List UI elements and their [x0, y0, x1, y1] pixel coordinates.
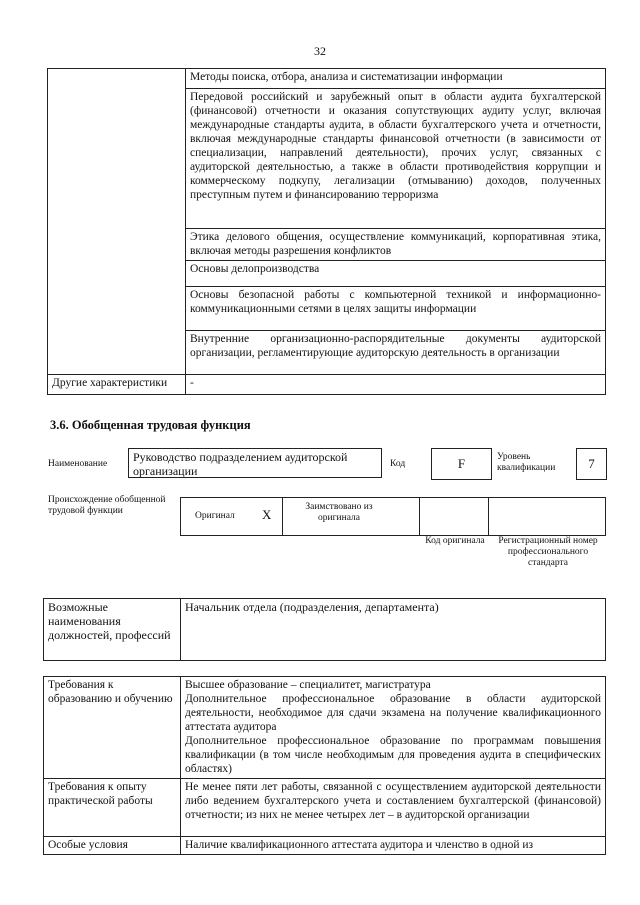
level-value-box: 7	[576, 448, 607, 480]
reg-number-caption: Регистрационный номер профессионального стандарта	[498, 536, 598, 568]
borrowed-label: Заимствовано из оригинала	[305, 502, 373, 523]
jobs-label: Возможные наименования должностей, профессий	[44, 599, 181, 661]
knowledge-item: Передовой российский и зарубежный опыт в области аудита бухгалтерской (финансовой) отчетности и оказания сопутствующих аудиту услуг, включая международные стандарты аудита, в области бухгалтерского учета и отчетности, включая международные стандарты финансовой отчетности (в зависимости от специализации, направлений деятельности), прочих услуг, связанных с аудиторской деятельностью, а также в области противодействия коррупции и коммерческому подкупу, легализации (отмыванию) доходов, полученных преступным путем и финансированию терроризма	[186, 89, 606, 229]
original-mark: X	[262, 507, 272, 522]
knowledge-item: Основы безопасной работы с компьютерной техникой и информационно-коммуникационными сетями в целях защиты информации	[186, 287, 606, 331]
level-label: Уровень квалификации	[497, 452, 556, 473]
other-characteristics-value: -	[186, 375, 606, 395]
education-line: Высшее образование – специалитет, магистратура	[185, 679, 431, 691]
knowledge-item: Методы поиска, отбора, анализа и систематизации информации	[186, 69, 606, 89]
knowledge-item: Внутренние организационно-распорядительные документы аудиторской организации, регламентирующие аудиторскую деятельность в организации	[186, 331, 606, 375]
code-label: Код	[390, 459, 406, 469]
origin-code-caption: Код оригинала	[425, 536, 485, 546]
experience-value: Не менее пяти лет работы, связанной с осуществлением аудиторской деятельности либо ведением бухгалтерского учета и составлением бухгалтерской (финансовой) отчетности; из них не менее четырех лет – в аудиторской организации	[181, 779, 606, 837]
original-label: Оригинал	[195, 511, 235, 521]
section-title: 3.6. Обобщенная трудовая функция	[50, 418, 251, 432]
knowledge-label-cell	[48, 69, 186, 375]
other-characteristics-label: Другие характеристики	[48, 375, 186, 395]
education-label: Требования к образованию и обучению	[44, 677, 181, 779]
jobs-table	[43, 598, 606, 661]
code-value-box: F	[431, 448, 492, 480]
knowledge-item: Основы делопроизводства	[186, 261, 606, 287]
education-line: Дополнительное профессиональное образование по программам повышения квалификации (в том числе необходимым для проведения аудита в специфических областях)	[185, 735, 601, 775]
origin-row	[180, 497, 606, 536]
page-number: 32	[314, 44, 326, 58]
education-cell	[181, 677, 606, 779]
name-label: Наименование	[48, 459, 108, 469]
experience-label: Требования к опыту практической работы	[44, 779, 181, 837]
requirements-table	[43, 676, 606, 855]
special-conditions-value: Наличие квалификационного аттестата аудитора и членство в одной из	[181, 837, 606, 855]
special-conditions-label: Особые условия	[44, 837, 181, 855]
function-name-box: Руководство подразделением аудиторской организации	[128, 448, 382, 478]
jobs-value: Начальник отдела (подразделения, департамента)	[181, 599, 606, 661]
knowledge-table	[47, 68, 606, 395]
knowledge-item: Этика делового общения, осуществление коммуникаций, корпоративная этика, включая методы разрешения конфликтов	[186, 229, 606, 261]
origin-label: Происхождение обобщенной трудовой функции	[48, 495, 166, 516]
education-line: Дополнительное профессиональное образование в области аудиторской деятельности, необходимое для сдачи экзамена на получение квалификационного аттестата аудитора	[185, 693, 601, 733]
